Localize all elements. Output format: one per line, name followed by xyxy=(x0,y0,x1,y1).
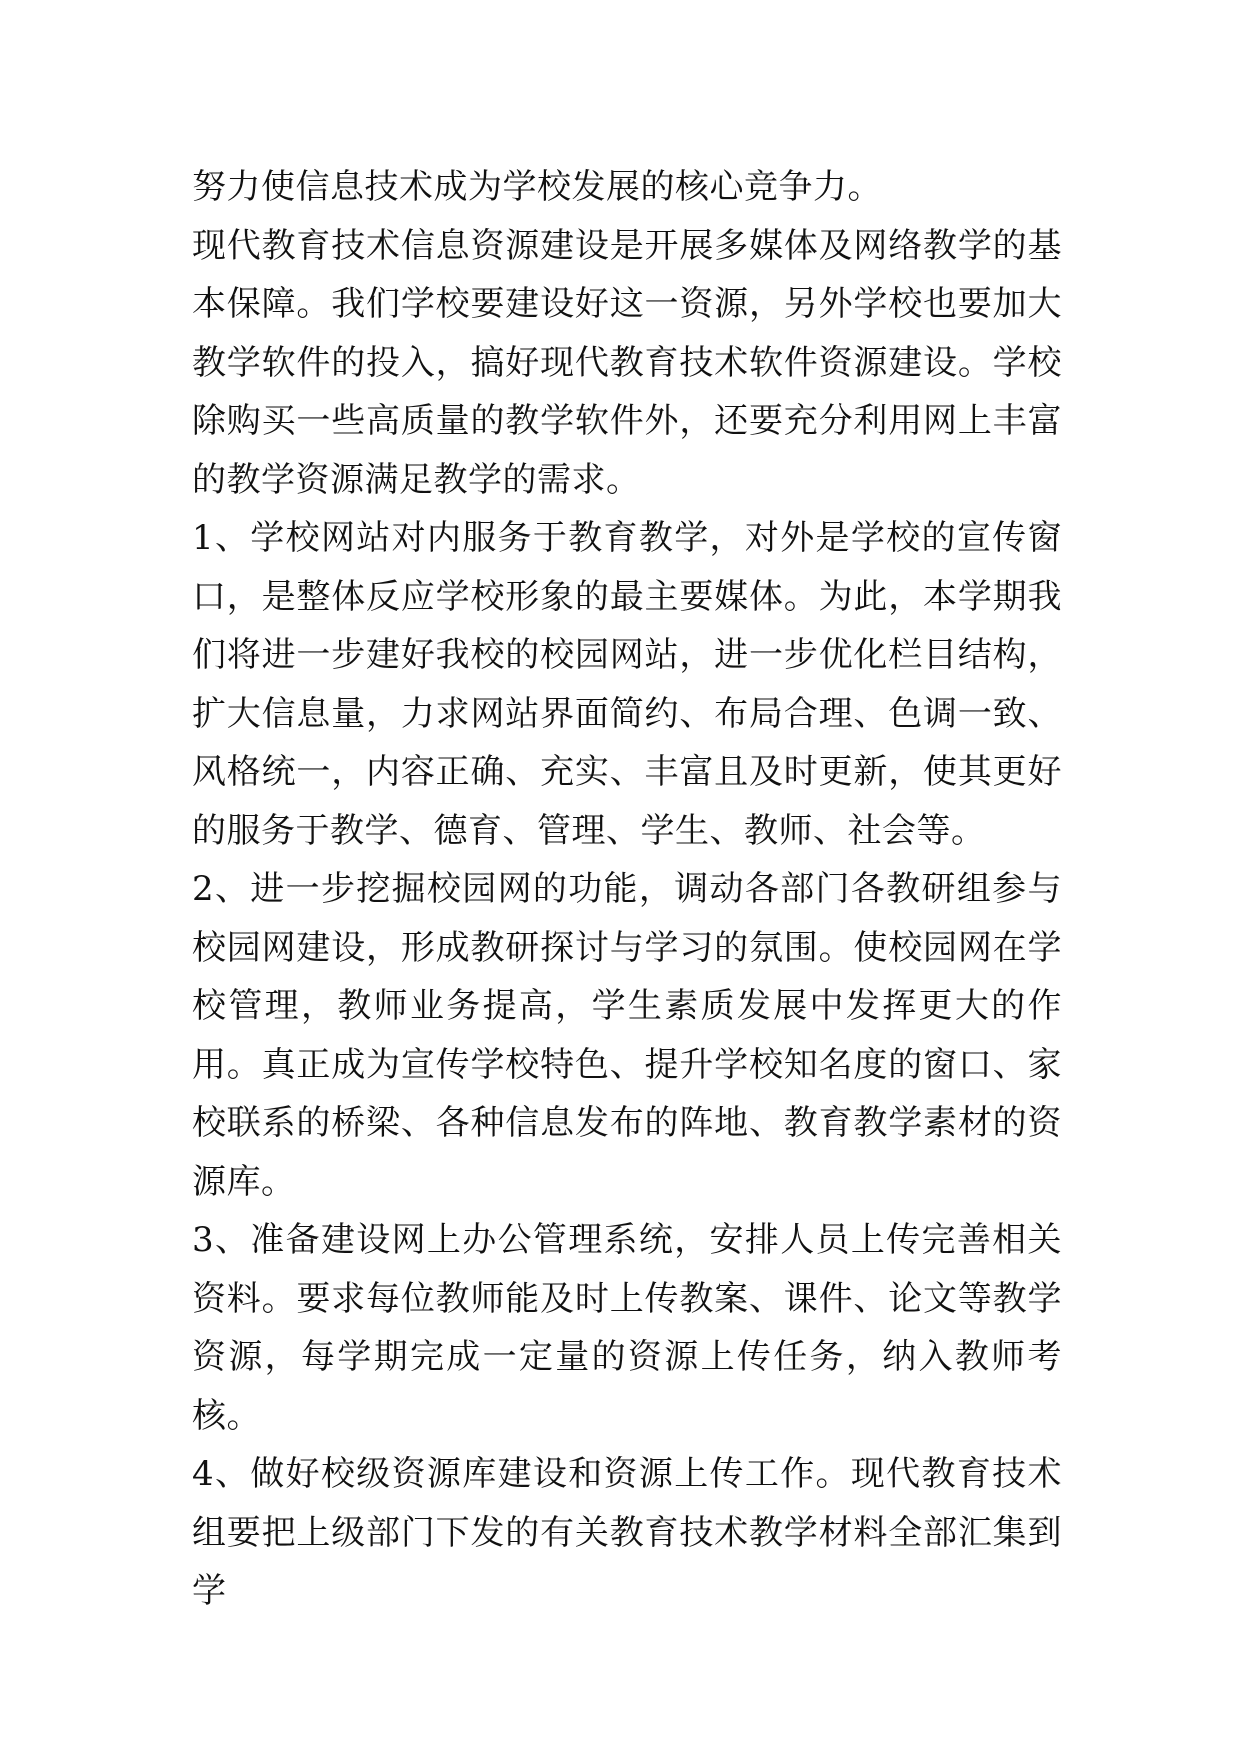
paragraph-item-4: 4、做好校级资源库建设和资源上传工作。现代教育技术组要把上级部门下发的有关教育技术教学材料全部汇集到学 xyxy=(192,1454,1062,1611)
paragraph-continuation: 努力使信息技术成为学校发展的核心竞争力。 xyxy=(192,167,882,207)
document-body xyxy=(192,158,1062,1621)
paragraph-item-3: 3、准备建设网上办公管理系统，安排人员上传完善相关资料。要求每位教师能及时上传教案、课件、论文等教学资源，每学期完成一定量的资源上传任务，纳入教师考核。 xyxy=(192,1220,1062,1436)
paragraph-resource-construction: 现代教育技术信息资源建设是开展多媒体及网络教学的基本保障。我们学校要建设好这一资源，另外学校也要加大教学软件的投入，搞好现代教育技术软件资源建设。学校除购买一些高质量的教学软件外，还要充分利用网上丰富的教学资源满足教学的需求。 xyxy=(192,225,1062,500)
paragraph-item-2: 2、进一步挖掘校园网的功能，调动各部门各教研组参与校园网建设，形成教研探讨与学习的氛围。使校园网在学校管理，教师业务提高，学生素质发展中发挥更大的作用。真正成为宣传学校特色、提升学校知名度的窗口、家校联系的桥梁、各种信息发布的阵地、教育教学素材的资源库。 xyxy=(192,869,1062,1202)
paragraph-item-1: 1、学校网站对内服务于教育教学，对外是学校的宣传窗口，是整体反应学校形象的最主要媒体。为此，本学期我们将进一步建好我校的校园网站，进一步优化栏目结构，扩大信息量，力求网站界面简约、布局合理、色调一致、风格统一，内容正确、充实、丰富且及时更新，使其更好的服务于教学、德育、管理、学生、教师、社会等。 xyxy=(192,518,1062,851)
